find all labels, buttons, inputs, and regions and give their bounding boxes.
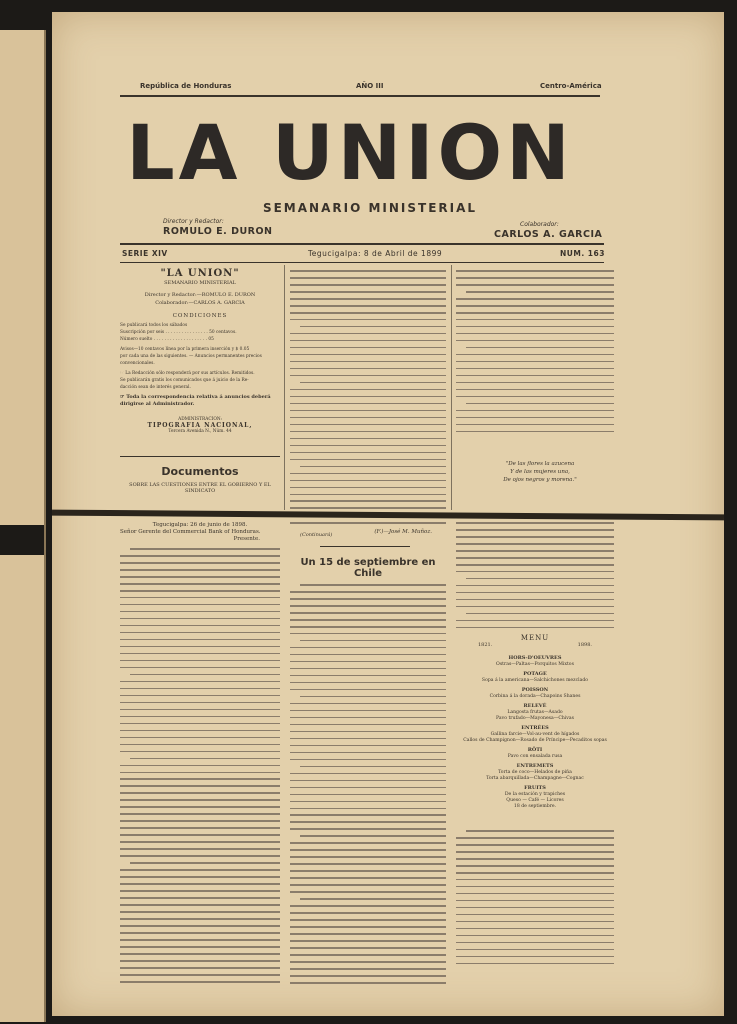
menu-dish: Pavo trufado—Mayonesa—Chivas bbox=[496, 716, 574, 721]
menu-dish: De la estación y trapiches bbox=[504, 792, 566, 797]
menu-course-heading: FRUITS bbox=[524, 785, 546, 791]
serie-label: SERIE XIV bbox=[122, 249, 168, 258]
menu-dish: Pavo con ensalada rusa bbox=[507, 754, 563, 759]
box-line-2: Suscripción por seis . . . . . . . . . . . . . . . . 50 centavos. bbox=[120, 330, 237, 335]
verse-line-3: De ojos negros y morena." bbox=[503, 477, 577, 483]
letter-salutation: Señor Gerente del Commercial Bank of Honduras. bbox=[120, 529, 261, 535]
menu-dish: Torta de coco—Helados de piña bbox=[498, 770, 572, 775]
menu bbox=[456, 634, 614, 834]
right-column-final-text bbox=[456, 830, 614, 990]
issue-date: Tegucigalpa: 8 de Abril de 1899 bbox=[308, 249, 443, 258]
documentos-subheading: SOBRE LAS CUESTIONES ENTRE EL GOBIERNO Y EL SINDICATO bbox=[129, 482, 271, 494]
box-collaborator: Colaborador:—CARLOS A. GARCIA bbox=[155, 300, 245, 306]
box-line-8: Se publicarán gratis los comunicados que á juicio de la Re- bbox=[120, 378, 249, 383]
box-rule bbox=[120, 456, 280, 457]
subscription-box bbox=[120, 268, 280, 463]
menu-dish: 18 de septiembre. bbox=[513, 804, 557, 809]
box-line-4: Avisos—10 centavos línea por la primera inserción y $ 0.05 bbox=[120, 347, 250, 352]
column-rule-2 bbox=[451, 265, 452, 510]
verse-line-2: Y de las mujeres una, bbox=[510, 469, 570, 475]
box-line-5: por cada una de las siguientes. — Anuncios permanentes precios bbox=[120, 354, 262, 359]
menu-dish: Ostras—Paltas—Porquitos Mixtos bbox=[496, 662, 574, 667]
header-country: República de Honduras bbox=[140, 82, 232, 90]
adjacent-page-edge bbox=[0, 30, 46, 1022]
menu-items bbox=[456, 655, 614, 809]
menu-year-left: 1821. bbox=[478, 642, 493, 648]
menu-dish: Torta abarquillada—Champagne—Cognac bbox=[486, 776, 584, 781]
box-director: Director y Redactor:—ROMULO E. DURON bbox=[144, 292, 256, 298]
box-typography: TIPOGRAFIA NACIONAL, bbox=[147, 422, 253, 429]
box-line-1: Se publicará todos los sábados bbox=[120, 323, 188, 328]
menu-dish: Queso — Café — Licores bbox=[506, 798, 564, 803]
collaborator-name: CARLOS A. GARCIA bbox=[494, 229, 603, 240]
masthead-subtitle: SEMANARIO MINISTERIAL bbox=[262, 201, 478, 215]
menu-year-right: 1898. bbox=[577, 642, 592, 648]
right-column-upper-text bbox=[456, 270, 614, 450]
menu-course-heading: POTAGE bbox=[523, 671, 547, 677]
letter-present: Presente. bbox=[233, 536, 260, 542]
article-divider bbox=[320, 546, 410, 547]
director-name: ROMULO E. DURON bbox=[163, 226, 273, 237]
adjacent-page-fold bbox=[0, 525, 44, 555]
menu-dish: Gallina farcie—Vol-au-vent de hígados bbox=[490, 732, 580, 737]
box-conditions: CONDICIONES bbox=[172, 313, 228, 319]
box-subtitle: SEMANARIO MINISTERIAL bbox=[164, 280, 236, 286]
box-line-7: ☞ La Redacción sólo responderá por sus artículos. Remitidos. bbox=[120, 371, 255, 376]
header-rule-top bbox=[120, 95, 600, 97]
issue-number: NUM. 163 bbox=[560, 249, 605, 258]
letter-header bbox=[120, 522, 280, 542]
documentos-heading: Documentos bbox=[161, 465, 239, 478]
menu-course-heading: HORS-D'OEUVRES bbox=[508, 655, 562, 661]
menu-course-heading: POISSON bbox=[521, 687, 549, 693]
masthead-title: LA UNION bbox=[126, 108, 574, 197]
verse-line-1: "De las flores la azucena bbox=[505, 461, 575, 467]
header-rule-bottom bbox=[120, 262, 604, 263]
left-column-lower-text bbox=[120, 548, 280, 988]
box-line-9: dacción sean de interés general. bbox=[120, 385, 191, 390]
header-year: AÑO III bbox=[356, 82, 384, 90]
box-line-10: ☞ Toda la correspondencia relativa á anuncios deberá dirigirse al Administrador. bbox=[120, 394, 271, 407]
signature: (F.)—José M. Muñoz. bbox=[374, 528, 432, 535]
menu-dish: Corbina á la dorada—Chapoins Shanes bbox=[489, 694, 581, 699]
menu-dish: Sopa á la americana—Salchichones mezclado bbox=[481, 678, 589, 683]
menu-course-heading: ENTREMETS bbox=[516, 763, 554, 769]
right-column-lower-text bbox=[456, 522, 614, 632]
column-rule-1 bbox=[284, 265, 285, 510]
box-title: "LA UNION" bbox=[160, 268, 240, 279]
middle-column-lower-text bbox=[290, 584, 446, 988]
letter-date: Tegucigalpa: 26 de junio de 1898. bbox=[152, 522, 248, 528]
menu-title: MENÚ bbox=[520, 634, 550, 642]
chile-article-heading: Un 15 de septiembre en Chile bbox=[300, 557, 436, 579]
continuara: (Continuará) bbox=[300, 532, 333, 538]
middle-column-upper-text bbox=[290, 270, 446, 512]
menu-dish: Langosta frutas—Asado bbox=[507, 710, 563, 715]
box-line-6: convencionales. bbox=[120, 361, 155, 366]
menu-dish: Callos de Champignon—Rosado de Príncipe—Pecaditos sopas bbox=[463, 738, 607, 743]
director-label: Director y Redactor: bbox=[163, 218, 224, 225]
documentos-section bbox=[120, 465, 280, 505]
box-line-3: Número suelto . . . . . . . . . . . . . . . . . . . . 05 bbox=[120, 337, 214, 342]
box-address: Tercera Avenida N., Núm. 44 bbox=[168, 429, 232, 434]
menu-course-heading: ENTRÉES bbox=[521, 725, 549, 731]
menu-course-heading: RÔTI bbox=[527, 747, 543, 753]
verse bbox=[470, 460, 610, 500]
menu-course-heading: RELEVÉ bbox=[523, 703, 547, 709]
header-rule-mid bbox=[120, 243, 604, 245]
box-admin-label: ADMINISTRACION: bbox=[178, 417, 222, 422]
collaborator-label: Colaborador: bbox=[520, 221, 559, 228]
header-region: Centro-América bbox=[540, 82, 602, 90]
